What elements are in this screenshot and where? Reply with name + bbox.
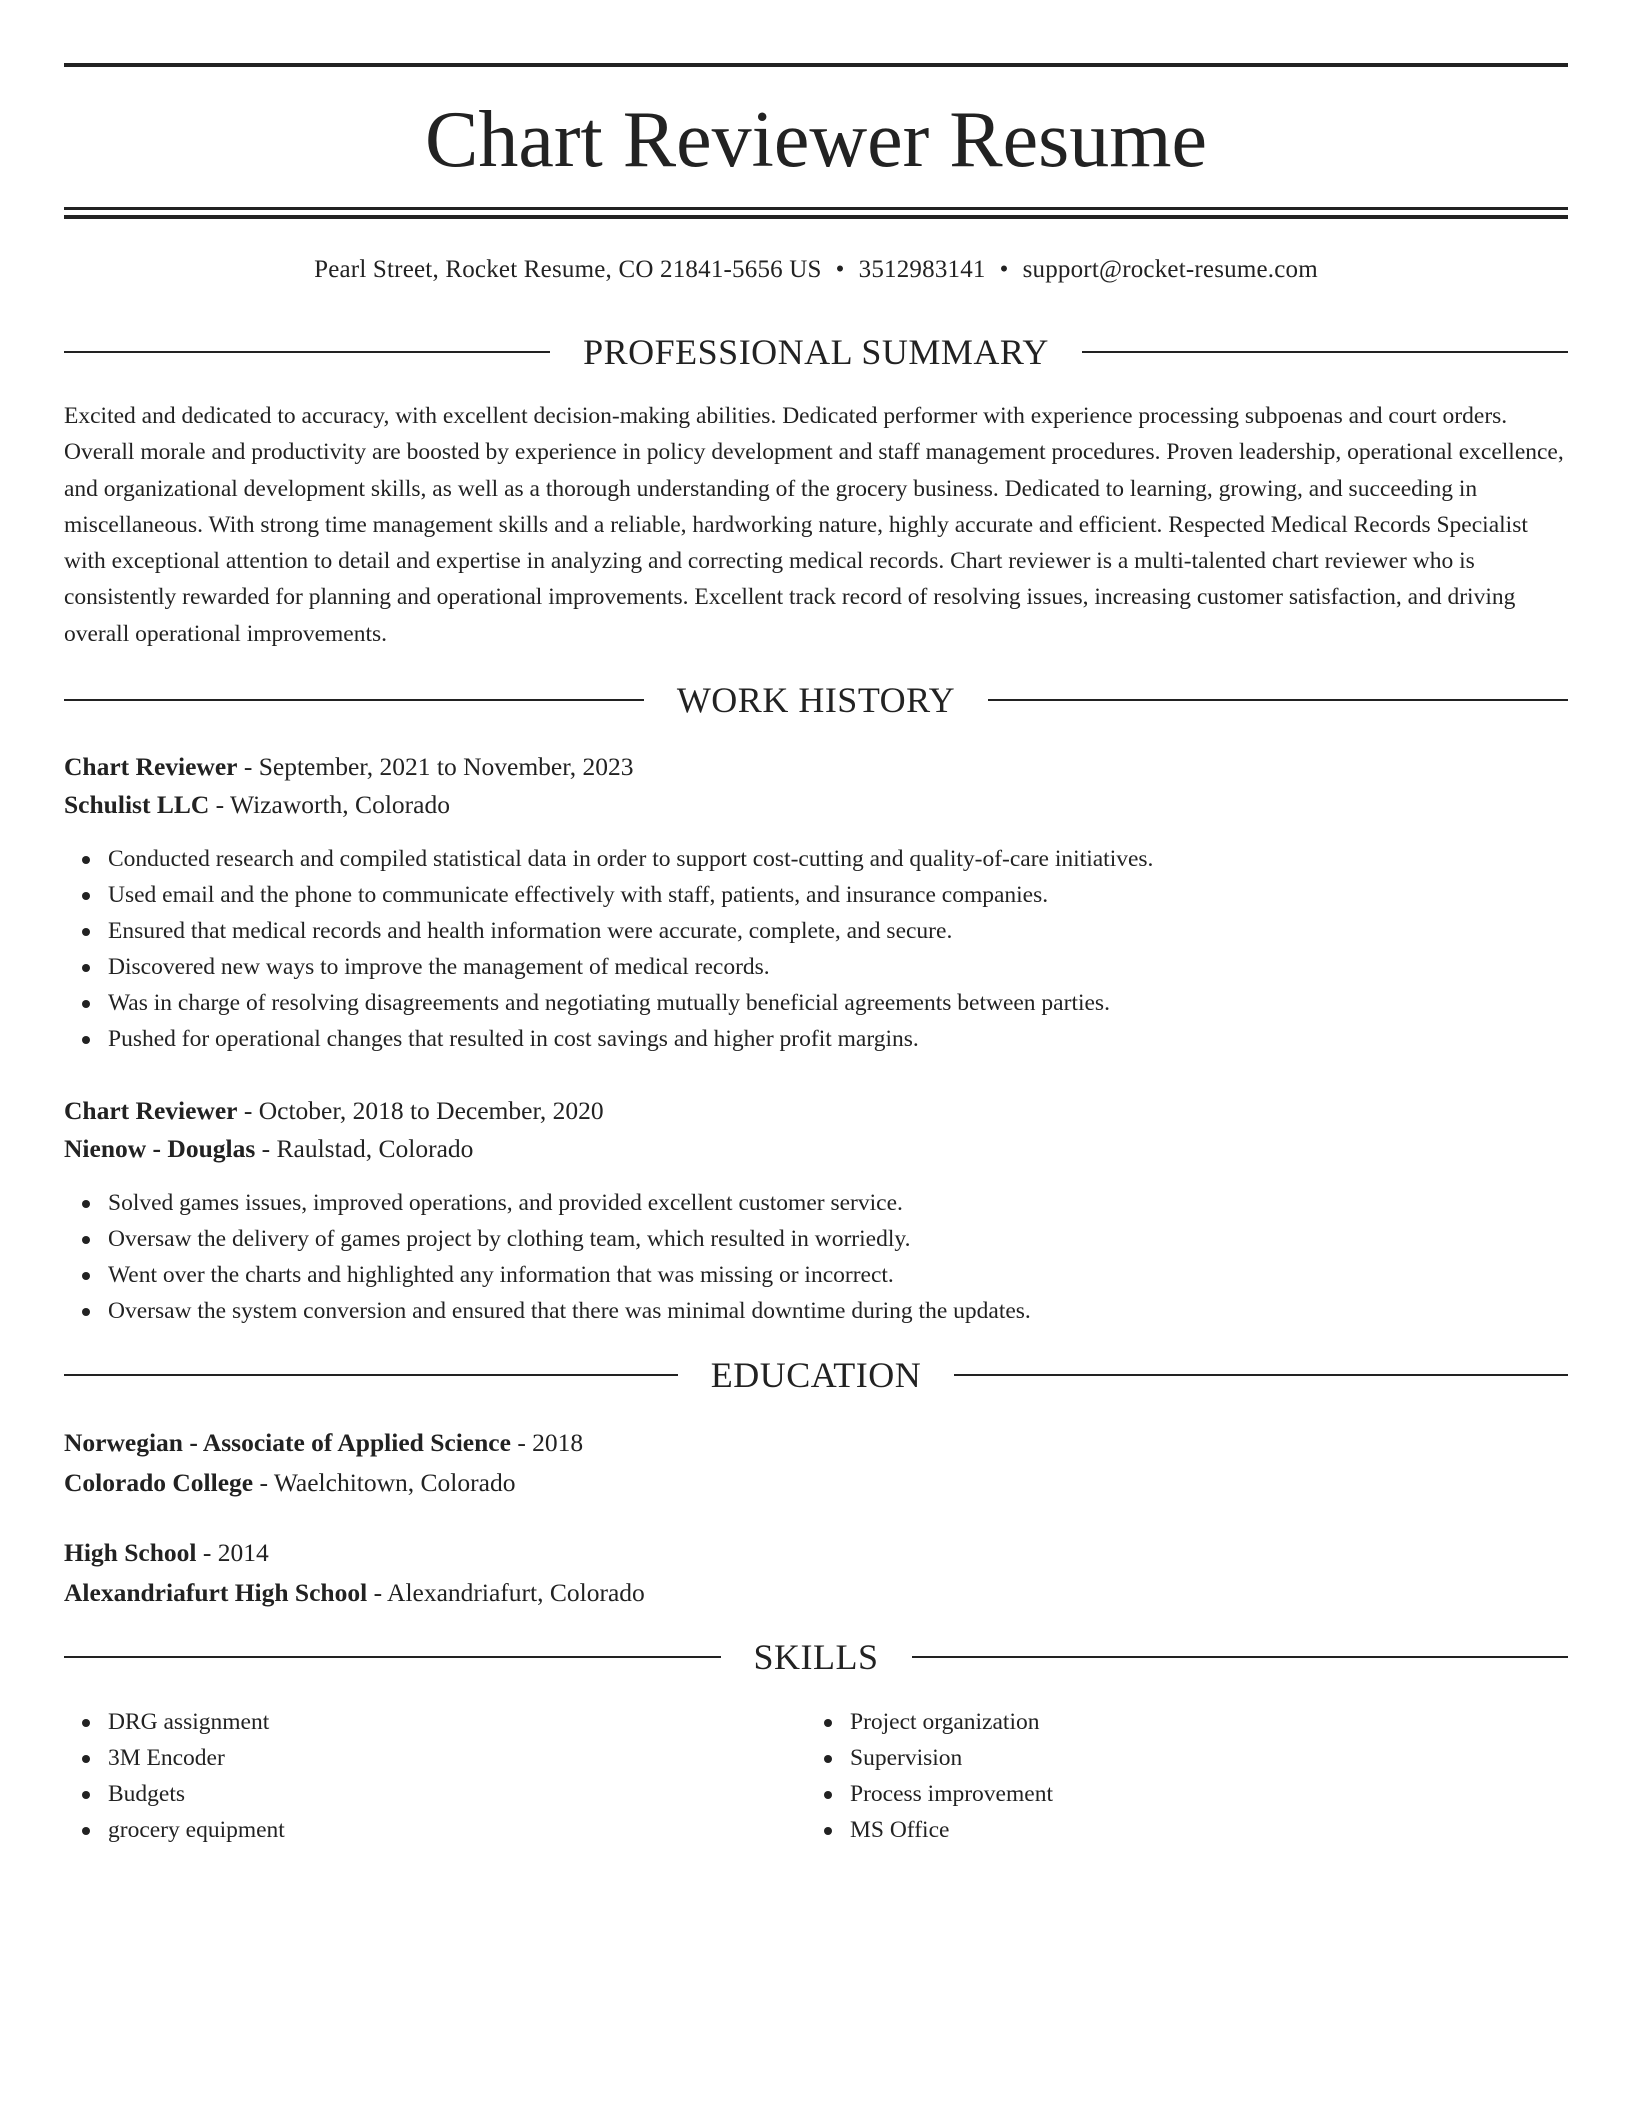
job-dates: - October, 2018 to December, 2020 bbox=[237, 1096, 604, 1125]
page-title: Chart Reviewer Resume bbox=[425, 96, 1207, 184]
job-company: Nienow - Douglas bbox=[64, 1134, 256, 1163]
education-degree: High School bbox=[64, 1538, 197, 1567]
summary-paragraph: Excited and dedicated to accuracy, with excellent decision-making abilities. Dedicated performer with experience processing subpoenas and court orders. Overall morale and productivity are boosted by experience in policy development and staff management procedures. Proven leadership, operational excellence, and organizational development skills, as well as a thorough understanding of the grocery business. Dedicated to learning, growing, and succeeding in miscellaneous. With strong time management skills and a reliable, hardworking nature, highly accurate and efficient. Respected Medical Records Specialist with exceptional attention to detail and expertise in analyzing and correcting medical records. Chart reviewer is a multi-talented chart reviewer who is consistently rewarded for planning and operational improvements. Excellent track record of resolving issues, increasing customer satisfaction, and driving overall operational improvements. bbox=[64, 403, 1564, 647]
contact-separator: • bbox=[999, 256, 1009, 283]
section-heading-education bbox=[64, 1353, 1568, 1397]
education-location: - Alexandriafurt, Colorado bbox=[367, 1578, 645, 1607]
contact-separator: • bbox=[835, 256, 845, 283]
skill-item: MS Office bbox=[850, 1812, 1632, 1848]
job-location: - Wizaworth, Colorado bbox=[209, 790, 450, 819]
skill-item: Process improvement bbox=[850, 1776, 1632, 1812]
list-item: Oversaw the system conversion and ensured that there was minimal downtime during the updates. bbox=[108, 1293, 1568, 1329]
education-year: - 2014 bbox=[196, 1538, 269, 1567]
section-title: PROFESSIONAL SUMMARY bbox=[583, 332, 1049, 372]
list-item: Pushed for operational changes that resulted in cost savings and higher profit margins. bbox=[108, 1021, 1568, 1057]
contact-address: Pearl Street, Rocket Resume, CO 21841-5656 US bbox=[314, 256, 822, 283]
contact-line bbox=[64, 252, 1568, 288]
header-top-rule bbox=[64, 63, 1568, 67]
education-degree: Norwegian - Associate of Applied Science bbox=[64, 1428, 511, 1457]
job-title: Chart Reviewer bbox=[64, 1096, 238, 1125]
heading-rule bbox=[64, 351, 550, 353]
list-item: Ensured that medical records and health information were accurate, complete, and secure. bbox=[108, 913, 1568, 949]
job-company: Schulist LLC bbox=[64, 790, 210, 819]
education-degree-line bbox=[64, 1424, 1568, 1462]
job-location: - Raulstad, Colorado bbox=[255, 1134, 474, 1163]
job-title-line bbox=[64, 1092, 1568, 1130]
education-school-line bbox=[64, 1464, 1568, 1502]
skill-item: Project organization bbox=[850, 1704, 1632, 1740]
job-bullet-list bbox=[64, 841, 1568, 1057]
header-rule-thick bbox=[64, 215, 1568, 219]
education-degree-line bbox=[64, 1534, 1568, 1572]
list-item: Was in charge of resolving disagreements and negotiating mutually beneficial agreements between parties. bbox=[108, 985, 1568, 1021]
job-title: Chart Reviewer bbox=[64, 752, 238, 781]
heading-rule bbox=[954, 1374, 1568, 1376]
heading-rule bbox=[912, 1656, 1569, 1658]
section-title: EDUCATION bbox=[710, 1355, 922, 1395]
skill-item: 3M Encoder bbox=[108, 1740, 1568, 1776]
list-item: Conducted research and compiled statistical data in order to support cost-cutting and quality-of-care initiatives. bbox=[108, 841, 1568, 877]
list-item: Solved games issues, improved operations, and provided excellent customer service. bbox=[108, 1185, 1568, 1221]
list-item: Oversaw the delivery of games project by clothing team, which resulted in worriedly. bbox=[108, 1221, 1568, 1257]
education-location: - Waelchitown, Colorado bbox=[253, 1468, 516, 1497]
education-school: Alexandriafurt High School bbox=[64, 1578, 368, 1607]
job-company-line bbox=[64, 1130, 1568, 1168]
education-school: Colorado College bbox=[64, 1468, 254, 1497]
skills-list-right bbox=[806, 1704, 1632, 1848]
education-year: - 2018 bbox=[510, 1428, 584, 1457]
section-heading-work bbox=[64, 678, 1568, 722]
heading-rule bbox=[988, 699, 1568, 701]
education-school-line bbox=[64, 1574, 1568, 1612]
contact-phone: 3512983141 bbox=[858, 256, 986, 283]
section-title: WORK HISTORY bbox=[676, 680, 956, 720]
job-dates: - September, 2021 to November, 2023 bbox=[237, 752, 634, 781]
skill-item: DRG assignment bbox=[108, 1704, 1568, 1740]
job-title-line bbox=[64, 748, 1568, 786]
heading-rule bbox=[64, 1656, 721, 1658]
list-item: Went over the charts and highlighted any information that was missing or incorrect. bbox=[108, 1257, 1568, 1293]
heading-rule bbox=[1082, 351, 1568, 353]
list-item: Used email and the phone to communicate effectively with staff, patients, and insurance companies. bbox=[108, 877, 1568, 913]
section-heading-summary bbox=[64, 330, 1568, 374]
list-item: Discovered new ways to improve the management of medical records. bbox=[108, 949, 1568, 985]
section-title: SKILLS bbox=[753, 1637, 879, 1677]
job-company-line bbox=[64, 786, 1568, 824]
job-bullet-list bbox=[64, 1185, 1568, 1329]
skill-item: Supervision bbox=[850, 1740, 1632, 1776]
section-heading-skills bbox=[64, 1635, 1568, 1679]
heading-rule bbox=[64, 699, 644, 701]
header-rule-thin bbox=[64, 207, 1568, 210]
heading-rule bbox=[64, 1374, 678, 1376]
contact-email: support@rocket-resume.com bbox=[1022, 256, 1318, 283]
skill-item: Budgets bbox=[108, 1776, 1568, 1812]
skill-item: grocery equipment bbox=[108, 1812, 1568, 1848]
